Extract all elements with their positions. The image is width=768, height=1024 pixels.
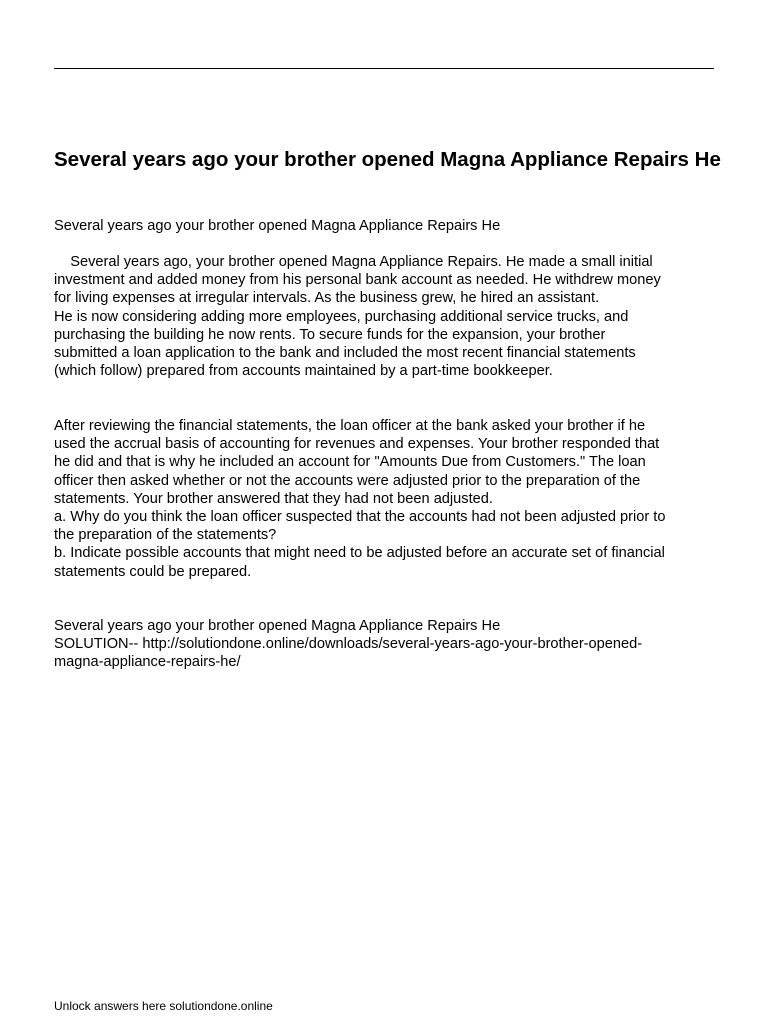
paragraph-line: Several years ago, your brother opened Magna Appliance Repairs. He made a small initial bbox=[54, 254, 653, 270]
paragraph-line: he did and that is why he included an account for "Amounts Due from Customers." The loan bbox=[54, 454, 646, 471]
footer-text: Unlock answers here solutiondone.online bbox=[54, 999, 273, 1013]
intro-paragraph bbox=[54, 253, 726, 380]
question-b: b. Indicate possible accounts that might need to be adjusted before an accurate set of financial bbox=[54, 545, 665, 562]
paragraph-line: investment and added money from his personal bank account as needed. He withdrew money bbox=[54, 272, 661, 289]
paragraph-line: used the accrual basis of accounting for revenues and expenses. Your brother responded that bbox=[54, 436, 660, 453]
page-title: Several years ago your brother opened Magna Appliance Repairs He bbox=[54, 148, 721, 171]
paragraph-line: (which follow) prepared from accounts maintained by a part-time bookkeeper. bbox=[54, 363, 553, 380]
paragraph-line: After reviewing the financial statements, the loan officer at the bank asked your brother if he bbox=[54, 418, 646, 434]
question-paragraph bbox=[54, 417, 726, 581]
solution-link-cont[interactable]: magna-appliance-repairs-he/ bbox=[54, 654, 241, 671]
solution-block bbox=[54, 617, 726, 672]
document-subtitle: Several years ago your brother opened Magna Appliance Repairs He bbox=[54, 218, 501, 234]
paragraph-line: officer then asked whether or not the accounts were adjusted prior to the preparation of the bbox=[54, 472, 641, 489]
paragraph-line: statements. Your brother answered that they had not been adjusted. bbox=[54, 490, 493, 507]
solution-heading: Several years ago your brother opened Magna Appliance Repairs He bbox=[54, 618, 501, 634]
paragraph-line: for living expenses at irregular intervals. As the business grew, he hired an assistant. bbox=[54, 290, 600, 307]
paragraph-line: purchasing the building he now rents. To secure funds for the expansion, your brother bbox=[54, 326, 606, 343]
question-b-cont: statements could be prepared. bbox=[54, 563, 252, 580]
question-a-cont: the preparation of the statements? bbox=[54, 527, 277, 544]
paragraph-line: submitted a loan application to the bank and included the most recent financial statements bbox=[54, 345, 636, 362]
top-divider bbox=[54, 68, 714, 69]
paragraph-line: He is now considering adding more employees, purchasing additional service trucks, and bbox=[54, 308, 629, 325]
solution-link[interactable]: SOLUTION-- http://solutiondone.online/downloads/several-years-ago-your-brother-opened- bbox=[54, 636, 643, 653]
question-a: a. Why do you think the loan officer suspected that the accounts had not been adjusted prior to bbox=[54, 509, 666, 526]
